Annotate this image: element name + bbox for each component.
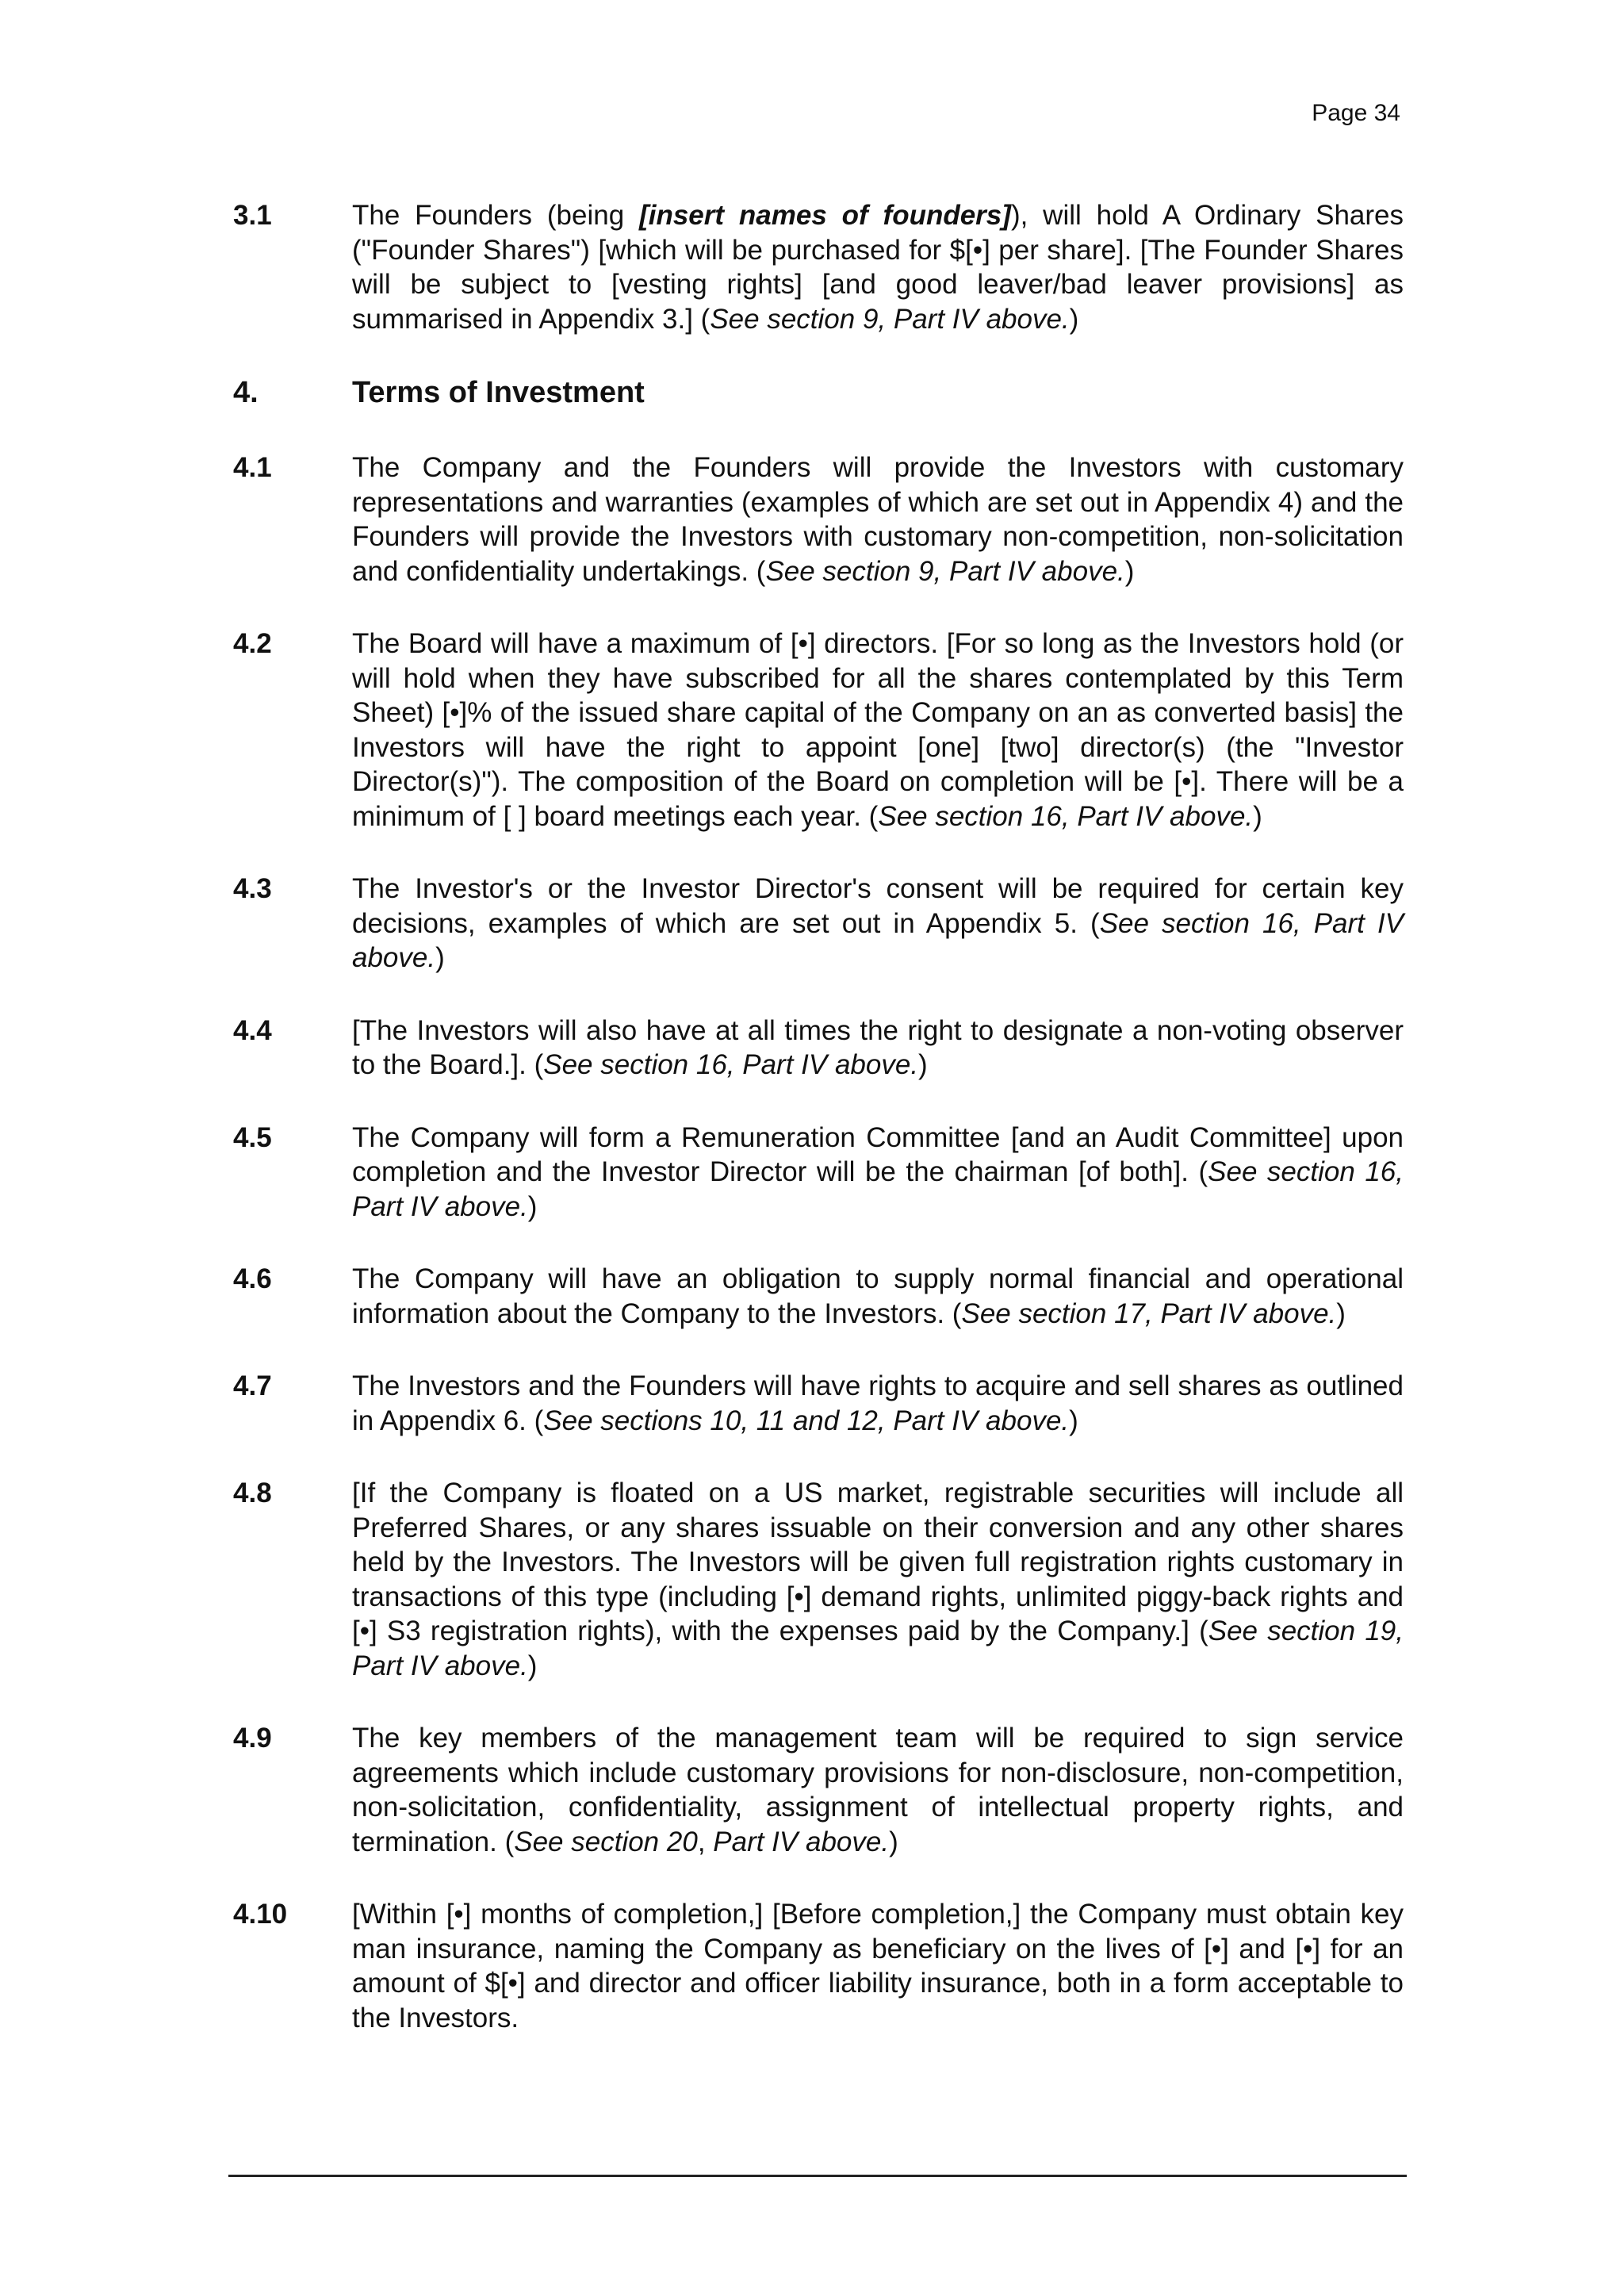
- clause-text: The key members of the management team will be required to sign service agreements which include customary provisions for non-disclosure, non-competition, non-solicitation, confidentiality, assignment of intellectual property rights, and termination. (See section 20, Part IV above.): [352, 1723, 1404, 1857]
- section-title: Terms of Investment: [352, 376, 645, 409]
- clause-number: 4.5: [233, 1121, 272, 1153]
- clause-4-9: [233, 1721, 1404, 1859]
- cross-reference: See section 16, Part IV above.: [352, 907, 1404, 973]
- clause-4-5: [233, 1121, 1404, 1225]
- clause-4-6: [233, 1262, 1404, 1331]
- clause-text: [The Investors will also have at all times the right to designate a non-voting observer to the Board.]. (See section 16, Part IV above.): [352, 1014, 1404, 1080]
- clause-number: 4.10: [233, 1899, 288, 1930]
- clause-number: 4.7: [233, 1370, 272, 1401]
- clause-number: 3.1: [233, 200, 272, 231]
- section-heading-4: [233, 374, 1404, 411]
- clause-text: The Investor's or the Investor Director's consent will be required for certain key decisions, examples of which are set out in Appendix 5. (See section 16, Part IV above.): [352, 873, 1404, 973]
- cross-reference: See section 17, Part IV above.: [961, 1297, 1337, 1329]
- cross-reference: See section 16, Part IV above.: [878, 800, 1254, 832]
- clause-4-1: [233, 450, 1404, 588]
- cross-reference: See section 9, Part IV above.: [710, 303, 1070, 335]
- clause-text: The Company will have an obligation to supply normal financial and operational information about the Company to the Investors. (See section 17, Part IV above.): [352, 1263, 1404, 1329]
- clause-4-2: [233, 627, 1404, 834]
- cross-reference: See section 16, Part IV above.: [543, 1049, 919, 1080]
- clause-3-1: [233, 198, 1404, 336]
- clause-text: The Board will have a maximum of [•] directors. [For so long as the Investors hold (or will hold when they have subscribed for all the shares contemplated by this Term Sheet) [•]% of the issued share capital of the Company on an as converted basis] the Investors will have the right to appoint [one] [two] director(s) (the "Investor Director(s)"). The composition of the Board on completion will be [•]. There will be a minimum of [ ] board meetings each year. (See section 16, Part IV above.): [352, 628, 1404, 832]
- footer-divider: [228, 2175, 1407, 2177]
- clause-text: [If the Company is floated on a US market, registrable securities will include all Preferred Shares, or any shares issuable on their conversion and any other shares held by the Investors. The Investors will be given full registration rights customary in transactions of this type (including [•] demand rights, unlimited piggy-back rights and [•] S3 registration rights), with the expenses paid by the Company.] (See section 19, Part IV above.): [352, 1478, 1404, 1681]
- clause-text: The Founders (being [insert names of founders]), will hold A Ordinary Shares ("Founder Shares") [which will be purchased for $[•] per share]. [The Founder Shares will be subject to [vesting rights] [and good leaver/bad leaver provisions] as summarised in Appendix 3.] (See section 9, Part IV above.): [352, 200, 1404, 335]
- cross-reference: See section 16, Part IV above.: [352, 1156, 1404, 1222]
- cross-reference: See section 19, Part IV above.: [352, 1616, 1404, 1681]
- clause-number: 4.9: [233, 1723, 272, 1754]
- clause-number: 4.6: [233, 1263, 272, 1294]
- clause-number: 4.1: [233, 452, 272, 483]
- cross-reference: See section 20: [514, 1826, 698, 1857]
- page-content: [233, 198, 1404, 2073]
- cross-reference: Part IV above.: [713, 1826, 890, 1857]
- clause-4-3: [233, 872, 1404, 976]
- cross-reference: See sections 10, 11 and 12, Part IV above.: [543, 1405, 1070, 1436]
- cross-reference: See section 9, Part IV above.: [765, 555, 1125, 587]
- clause-number: 4.3: [233, 873, 272, 904]
- placeholder-founder-names: [insert names of founders]: [639, 200, 1011, 231]
- page-number: Page 34: [1312, 100, 1400, 126]
- clause-4-10: [233, 1897, 1404, 2035]
- clause-number: 4.2: [233, 628, 272, 659]
- clause-number: 4.4: [233, 1014, 272, 1046]
- section-number: 4.: [233, 376, 259, 409]
- clause-4-4: [233, 1014, 1404, 1083]
- clause-4-8: [233, 1476, 1404, 1683]
- clause-number: 4.8: [233, 1478, 272, 1508]
- clause-4-7: [233, 1369, 1404, 1438]
- clause-text: [Within [•] months of completion,] [Before completion,] the Company must obtain key man insurance, naming the Company as beneficiary on the lives of [•] and [•] for an amount of $[•] and director and officer liability insurance, both in a form acceptable to the Investors.: [352, 1899, 1404, 2033]
- clause-text: The Company will form a Remuneration Committee [and an Audit Committee] upon completion and the Investor Director will be the chairman [of both]. (See section 16, Part IV above.): [352, 1121, 1404, 1222]
- clause-text: The Company and the Founders will provide the Investors with customary representations and warranties (examples of which are set out in Appendix 4) and the Founders will provide the Investors with customary non-competition, non-solicitation and confidentiality undertakings. (See section 9, Part IV above.): [352, 452, 1404, 587]
- clause-text: The Investors and the Founders will have rights to acquire and sell shares as outlined in Appendix 6. (See sections 10, 11 and 12, Part IV above.): [352, 1370, 1404, 1436]
